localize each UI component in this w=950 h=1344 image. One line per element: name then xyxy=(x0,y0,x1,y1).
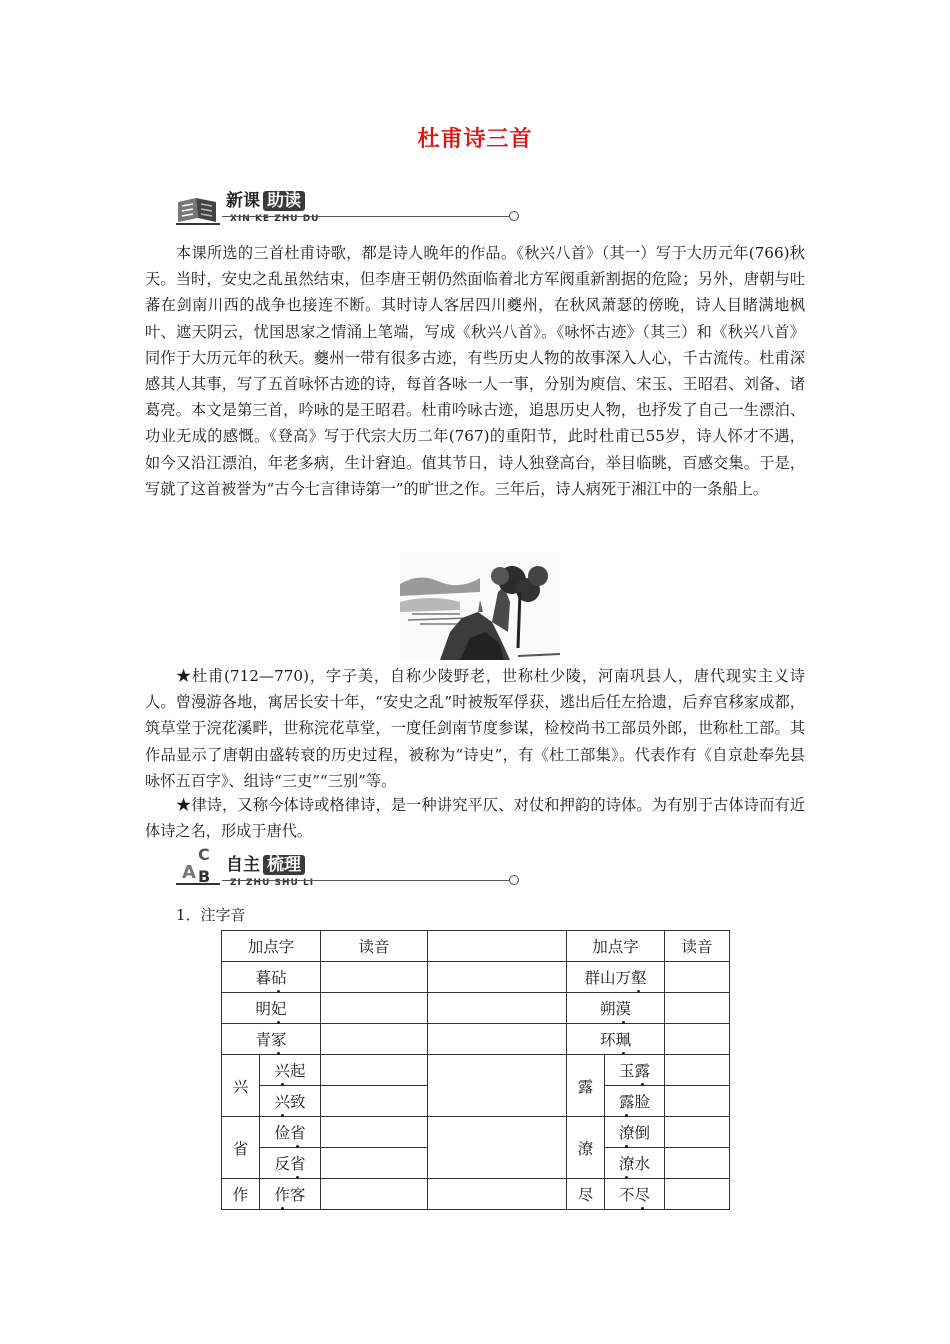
word-cell xyxy=(260,1055,321,1086)
answer-cell[interactable] xyxy=(321,1055,428,1086)
dotted-char: 兴 xyxy=(274,1090,290,1112)
dotted-char: 作 xyxy=(274,1183,290,1205)
answer-cell[interactable] xyxy=(321,1117,428,1148)
word-text: 起 xyxy=(290,1062,306,1080)
answer-cell[interactable] xyxy=(665,962,730,993)
word-cell xyxy=(260,1117,321,1148)
word-cell xyxy=(567,1024,665,1055)
answer-cell[interactable] xyxy=(321,1086,428,1117)
blank-cell xyxy=(428,931,567,962)
word-cell xyxy=(222,1024,321,1055)
table-row xyxy=(222,1055,730,1086)
svg-text:B: B xyxy=(198,867,211,886)
dotted-char: 潦 xyxy=(619,1121,635,1143)
abc-blocks-icon xyxy=(176,844,222,888)
svg-text:A: A xyxy=(182,862,196,883)
page-title: 杜甫诗三首 xyxy=(417,126,533,152)
pronunciation-table xyxy=(221,930,730,1210)
section-title-a: 新课 xyxy=(226,191,260,211)
word-text: 青 xyxy=(255,1031,271,1049)
dotted-char: 漠 xyxy=(616,997,632,1019)
dufu-note: ★杜甫(712—770)，字子美，自称少陵野老，世称杜少陵，河南巩县人，唐代现实主义诗人。曾漫游各地，寓居长安十年，“安史之乱”时被叛军俘获，逃出后任左拾遗，后弃官移家成都，筑草堂于浣花溪畔，世称浣花草堂，一度任剑南节度参谋，检校尚书工部员外郎，世称杜工部。其作品显示了唐朝由盛转衰的历史过程，被称为“诗史”，有《杜工部集》。代表作有《自京赴奉先县咏怀五百字》、组诗“三吏”“三别”等。 xyxy=(145,667,805,790)
group-char: 省 xyxy=(222,1117,260,1179)
word-cell xyxy=(260,1179,321,1210)
section-pinyin: ZI ZHU SHU LI xyxy=(230,878,315,888)
word-text: 暮 xyxy=(255,969,271,987)
word-text: 玉 xyxy=(619,1062,635,1080)
word-text: 不 xyxy=(619,1186,635,1204)
table-row xyxy=(222,993,730,1024)
intro-paragraph: 本课所选的三首杜甫诗歌，都是诗人晚年的作品。《秋兴八首》（其一）写于大历元年(766)秋天。当时，安史之乱虽然结束，但李唐王朝仍然面临着北方军阀重新割据的危险；另外，唐朝与吐蕃在剑南川西的战争也接连不断。其时诗人客居四川夔州，在秋风萧瑟的傍晚，诗人目睹满地枫叶、遮天阴云，忧国思家之情涌上笔端，写成《秋兴八首》。《咏怀古迹》（其三）和《秋兴八首》同作于大历元年的秋天。夔州一带有很多古迹，有些历史人物的故事深入人心，千古流传。杜甫深感其人其事，写了五首咏怀古迹的诗，每首各咏一人一事，分别为庾信、宋玉、王昭君、刘备、诸葛亮。本文是第三首，吟咏的是王昭君。杜甫吟咏古迹，追思历史人物，也抒发了自己一生漂泊、功业无成的感慨。《登高》写于代宗大历二年(767)的重阳节，此时杜甫已55岁，诗人怀才不遇，如今又沿江漂泊，年老多病，生计窘迫。值其节日，诗人独登高台，举目临眺，百感交集。于是，写就了这首被誉为“古今七言律诗第一”的旷世之作。三年后，诗人病死于湘江中的一条船上。 xyxy=(145,244,805,498)
group-char: 作 xyxy=(222,1179,260,1210)
header-cell: 加点字 xyxy=(222,931,321,962)
word-text: 反 xyxy=(274,1155,290,1173)
group-char: 露 xyxy=(567,1055,605,1117)
word-cell xyxy=(605,1179,665,1210)
word-text: 朔 xyxy=(600,1000,616,1018)
dotted-char: 露 xyxy=(619,1090,635,1112)
dotted-char: 潦 xyxy=(619,1152,635,1174)
blank-cell xyxy=(428,1055,567,1117)
header-cell: 加点字 xyxy=(567,931,665,962)
dotted-char: 珮 xyxy=(616,1028,632,1050)
lvshi-note: ★律诗，又称今体诗或格律诗，是一种讲究平仄、对仗和押韵的诗体。为有别于古体诗而有近体诗之名，形成于唐代。 xyxy=(145,796,805,841)
answer-cell[interactable] xyxy=(321,993,428,1024)
section-pinyin: XIN KE ZHU DU xyxy=(230,214,320,224)
divider-end-dot xyxy=(509,211,519,221)
svg-text:C: C xyxy=(198,845,210,864)
answer-cell[interactable] xyxy=(665,1117,730,1148)
answer-cell[interactable] xyxy=(321,1179,428,1210)
question-heading: 1．注字音 xyxy=(176,906,246,924)
landscape-painting-image xyxy=(400,552,560,660)
group-char: 潦 xyxy=(567,1117,605,1179)
answer-cell[interactable] xyxy=(321,1148,428,1179)
table-row xyxy=(222,1117,730,1148)
divider xyxy=(222,880,512,881)
word-text: 客 xyxy=(290,1186,306,1204)
table-row xyxy=(222,1024,730,1055)
word-cell xyxy=(260,1086,321,1117)
word-cell xyxy=(605,1086,665,1117)
answer-cell[interactable] xyxy=(665,1024,730,1055)
answer-cell[interactable] xyxy=(665,993,730,1024)
dotted-char: 省 xyxy=(290,1152,306,1174)
word-cell xyxy=(260,1148,321,1179)
answer-cell[interactable] xyxy=(665,1148,730,1179)
word-text: 明 xyxy=(255,1000,271,1018)
word-cell xyxy=(222,993,321,1024)
word-text: 脸 xyxy=(634,1093,651,1111)
dotted-char: 妃 xyxy=(271,997,287,1019)
section-title xyxy=(226,854,305,876)
word-cell xyxy=(567,993,665,1024)
word-cell xyxy=(605,1055,665,1086)
word-text: 群山万 xyxy=(584,969,632,987)
blank-cell xyxy=(428,1117,567,1179)
table-row xyxy=(222,1179,730,1210)
section-banner-xinke xyxy=(172,186,522,236)
answer-cell[interactable] xyxy=(665,1179,730,1210)
word-cell xyxy=(605,1148,665,1179)
section-banner-zizhu xyxy=(172,845,522,900)
header-cell: 读音 xyxy=(665,931,730,962)
dotted-char: 砧 xyxy=(271,966,287,988)
word-text: 水 xyxy=(634,1155,651,1173)
word-text: 环 xyxy=(600,1031,616,1049)
blank-cell xyxy=(428,993,567,1024)
dotted-char: 兴 xyxy=(274,1059,290,1081)
group-char: 兴 xyxy=(222,1055,260,1117)
divider xyxy=(222,216,512,217)
header-cell: 读音 xyxy=(321,931,428,962)
answer-cell[interactable] xyxy=(665,1055,730,1086)
book-icon xyxy=(176,192,222,228)
answer-cell[interactable] xyxy=(665,1086,730,1117)
table-header-row xyxy=(222,931,730,962)
section-title-b: 梳理 xyxy=(263,855,305,875)
dotted-char: 露 xyxy=(635,1059,651,1081)
word-text: 倒 xyxy=(634,1124,651,1142)
word-cell xyxy=(567,962,665,993)
blank-cell xyxy=(428,962,567,993)
section-title-b: 助读 xyxy=(263,191,305,211)
dotted-char: 尽 xyxy=(635,1183,651,1205)
word-text: 致 xyxy=(290,1093,306,1111)
section-title xyxy=(226,190,305,212)
section-title-a: 自主 xyxy=(226,855,260,875)
divider-end-dot xyxy=(509,875,519,885)
dotted-char: 冢 xyxy=(271,1028,287,1050)
blank-cell xyxy=(428,1024,567,1055)
word-cell xyxy=(605,1117,665,1148)
blank-cell xyxy=(428,1179,567,1210)
table-row xyxy=(222,962,730,993)
dotted-char: 壑 xyxy=(631,966,647,988)
group-char: 尽 xyxy=(567,1179,605,1210)
word-cell xyxy=(222,962,321,993)
answer-cell[interactable] xyxy=(321,1024,428,1055)
dotted-char: 省 xyxy=(290,1121,306,1143)
answer-cell[interactable] xyxy=(321,962,428,993)
word-text: 俭 xyxy=(274,1124,290,1142)
